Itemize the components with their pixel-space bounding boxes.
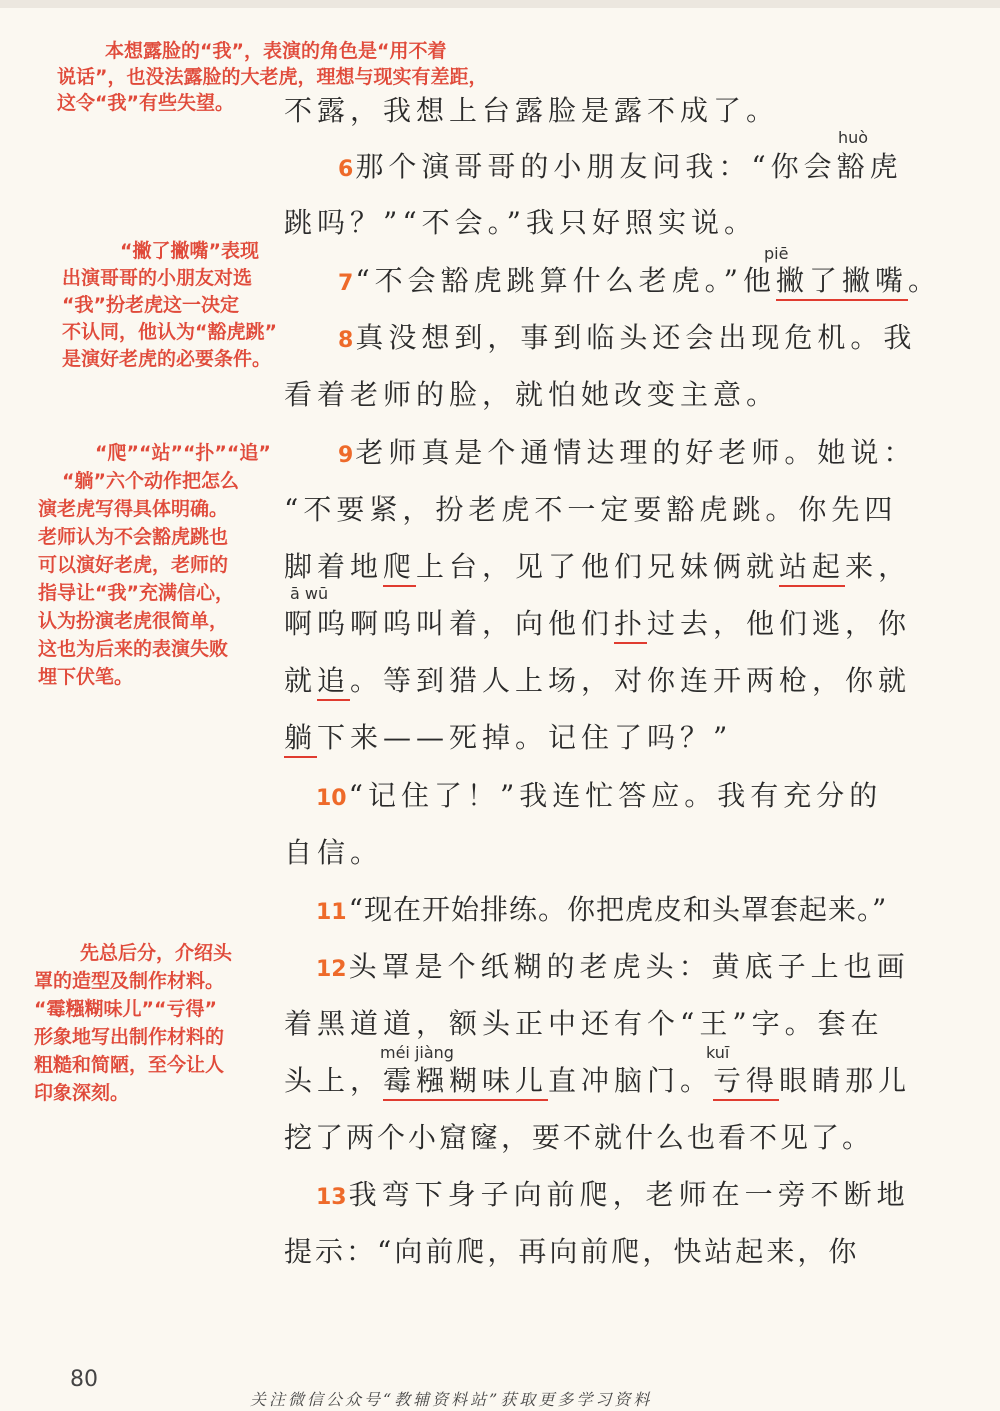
text-span: 那个演哥哥的小朋友问我：“你会豁虎 bbox=[355, 150, 903, 183]
paragraph-9 bbox=[338, 433, 916, 476]
note-line: 可以演好老虎，老师的 bbox=[38, 554, 229, 576]
text-line: 挖了两个小窟窿，要不就什么也看不见了。 bbox=[284, 1121, 874, 1154]
note-line: 印象深刻。 bbox=[34, 1082, 130, 1104]
text-span: “现在开始排练。你把虎皮和头罩套起来。” bbox=[348, 893, 888, 926]
text-span: 下来——死掉。记住了吗？” bbox=[317, 721, 733, 754]
underlined-word: 追 bbox=[317, 664, 350, 701]
paragraph-number: 6 bbox=[338, 157, 354, 182]
footer-watermark: 关注微信公众号“教辅资料站”获取更多学习资料 bbox=[250, 1390, 653, 1409]
text-span: 老师真是个通情达理的好老师。她说： bbox=[355, 436, 917, 469]
paragraph-number: 10 bbox=[316, 786, 347, 811]
note-line: 这令“我”有些失望。 bbox=[57, 92, 234, 114]
text-line bbox=[284, 718, 732, 758]
text-span: 就 bbox=[284, 664, 318, 697]
note-line: 罩的造型及制作材料。 bbox=[34, 970, 225, 992]
text-span: 。 bbox=[907, 264, 941, 297]
note-line: 这也为后来的表演失败 bbox=[38, 638, 229, 660]
underlined-word: 躺 bbox=[284, 721, 317, 758]
text-span: 啊呜啊呜叫着，向他们 bbox=[284, 607, 615, 640]
paragraph-6 bbox=[338, 147, 903, 190]
text-line: 自信。 bbox=[284, 836, 384, 869]
note-line: 埋下伏笔。 bbox=[38, 666, 134, 688]
note-line: 是演好老虎的必要条件。 bbox=[62, 348, 272, 370]
text-line bbox=[284, 1061, 911, 1101]
note-line: “撇了撇嘴”表现 bbox=[120, 240, 259, 262]
note-line: 指导让“我”充满信心， bbox=[38, 582, 234, 604]
text-line bbox=[284, 604, 911, 644]
paragraph-number: 8 bbox=[338, 328, 354, 353]
note-line: 出演哥哥的小朋友对选 bbox=[62, 267, 253, 289]
text-span: 。等到猎人上场，对你连开两枪，你就 bbox=[350, 664, 912, 697]
note-line: 认为扮演老虎很简单， bbox=[38, 610, 229, 632]
text-line: 跳吗？”“不会。”我只好照实说。 bbox=[284, 206, 757, 239]
page-number: 80 bbox=[70, 1367, 98, 1392]
underlined-phrase: 撇了撇嘴 bbox=[776, 264, 908, 301]
note-line: “爬”“站”“扑”“追” bbox=[95, 442, 271, 464]
note-line: 老师认为不会豁虎跳也 bbox=[38, 526, 229, 548]
underlined-word: 亏得 bbox=[713, 1064, 779, 1101]
paragraph-number: 13 bbox=[316, 1185, 347, 1210]
note-line: 形象地写出制作材料的 bbox=[34, 1026, 225, 1048]
text-span: 头罩是个纸糊的老虎头：黄底子上也画 bbox=[348, 950, 910, 983]
text-line bbox=[284, 661, 911, 701]
note-line: 粗糙和简陋，至今让人 bbox=[34, 1054, 225, 1076]
text-line: 提示：“向前爬，再向前爬，快站起来，你 bbox=[284, 1235, 860, 1268]
text-line: “不要紧，扮老虎不一定要豁虎跳。你先四 bbox=[284, 493, 898, 526]
note-line: 演老虎写得具体明确。 bbox=[38, 498, 229, 520]
underlined-phrase: 霉糨糊味儿 bbox=[383, 1064, 548, 1101]
text-span: 脚着地 bbox=[284, 550, 384, 583]
pinyin-pie: piē bbox=[764, 244, 789, 263]
paragraph-7 bbox=[338, 261, 941, 304]
text-span: 头上， bbox=[284, 1064, 384, 1097]
note-line: “霉糨糊味儿”“亏得” bbox=[34, 998, 217, 1020]
text-span: 真没想到，事到临头还会出现危机。我 bbox=[355, 321, 917, 354]
top-shadow-band bbox=[0, 0, 1000, 8]
text-span: 上台，见了他们兄妹俩就 bbox=[416, 550, 780, 583]
paragraph-12 bbox=[316, 947, 910, 990]
underlined-word: 站起 bbox=[779, 550, 845, 587]
pinyin-kui: kuī bbox=[706, 1043, 730, 1062]
note-line: 说话”，也没法露脸的大老虎，理想与现实有差距， bbox=[57, 66, 488, 88]
pinyin-huo: huò bbox=[838, 128, 869, 147]
pinyin-mei-jiang: méi jiàng bbox=[380, 1043, 454, 1062]
text-span: 直冲脑门。 bbox=[548, 1064, 714, 1097]
underlined-word: 爬 bbox=[383, 550, 416, 587]
text-span: 眼睛那儿 bbox=[779, 1064, 912, 1097]
paragraph-number: 11 bbox=[316, 900, 347, 925]
text-span: 我弯下身子向前爬，老师在一旁不断地 bbox=[348, 1178, 910, 1211]
note-line: “躺”六个动作把怎么 bbox=[62, 470, 239, 492]
text-line bbox=[284, 547, 911, 587]
text-line: 看着老师的脸，就怕她改变主意。 bbox=[284, 378, 780, 411]
paragraph-10 bbox=[316, 776, 882, 819]
paragraph-13 bbox=[316, 1175, 910, 1218]
note-line: 先总后分，介绍头 bbox=[80, 942, 233, 964]
note-line: “我”扮老虎这一决定 bbox=[62, 294, 239, 316]
paragraph-number: 9 bbox=[338, 443, 354, 468]
note-line: 不认同，他认为“豁虎跳” bbox=[62, 321, 277, 343]
text-span: “记住了！”我连忙答应。我有充分的 bbox=[348, 779, 883, 812]
text-line: 不露，我想上台露脸是露不成了。 bbox=[284, 94, 780, 127]
paragraph-number: 7 bbox=[338, 271, 354, 296]
pinyin-a-wu: ā wū bbox=[290, 584, 329, 603]
text-line: 着黑道道，额头正中还有个“王”字。套在 bbox=[284, 1007, 884, 1040]
note-line: 本想露脸的“我”，表演的角色是“用不着 bbox=[105, 40, 447, 62]
paragraph-number: 12 bbox=[316, 957, 347, 982]
text-span: “不会豁虎跳算什么老虎。”他 bbox=[355, 264, 776, 297]
underlined-word: 扑 bbox=[614, 607, 647, 644]
text-span: 来， bbox=[845, 550, 912, 583]
paragraph-8 bbox=[338, 318, 916, 361]
text-span: 过去，他们逃，你 bbox=[647, 607, 912, 640]
paragraph-11 bbox=[316, 890, 887, 933]
